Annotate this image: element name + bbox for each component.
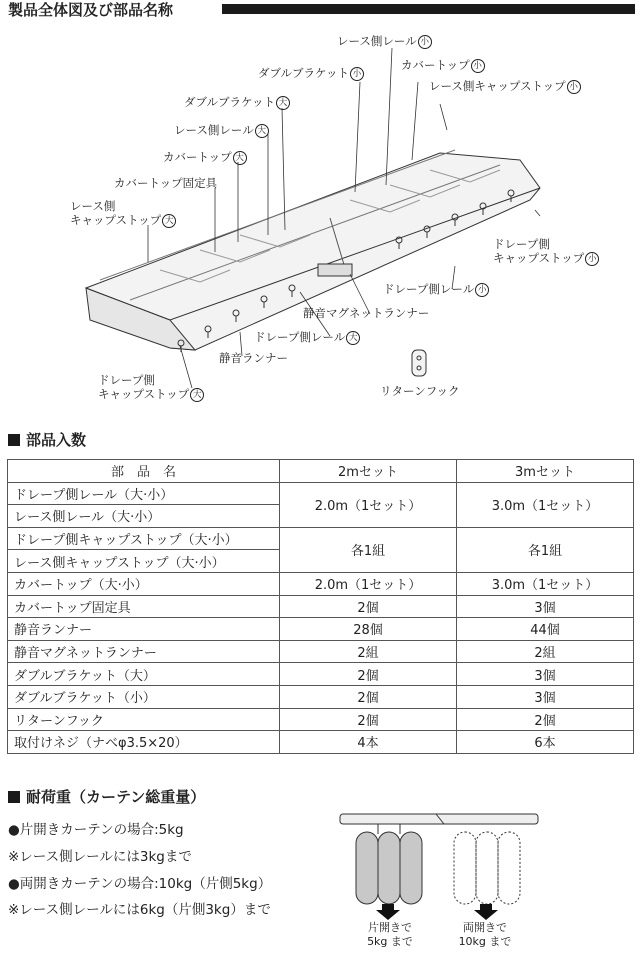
qty-2m: 2個 <box>280 708 457 731</box>
square-bullet-icon <box>8 791 20 803</box>
part-name: ドレープ側レール（大·小） <box>8 482 280 505</box>
down-arrow-icon <box>474 904 498 920</box>
parts-heading: 部品入数 <box>8 429 86 450</box>
callout-drape-capstop-large: キャップストップ 大 <box>98 386 204 402</box>
part-name: ドレープ側キャップストップ（大·小） <box>8 527 280 550</box>
callout-double-bracket-large: ダブルブラケット 大 <box>184 94 290 110</box>
qty-3m: 各1組 <box>457 527 634 572</box>
callout-drape-side-2: ドレープ側 <box>98 373 155 387</box>
load-line: ●両開きカーテンの場合:10kg（片側5kg） <box>8 876 272 892</box>
callout-drape-rail-large: ドレープ側レール 大 <box>254 329 360 345</box>
table-row <box>8 731 634 754</box>
callout-cover-top-fixture: カバートップ固定具 <box>114 176 218 190</box>
column-header: 3mセット <box>457 460 634 483</box>
column-header: 2mセット <box>280 460 457 483</box>
qty-2m: 各1組 <box>280 527 457 572</box>
qty-3m: 3.0m（1セット） <box>457 572 634 595</box>
part-name: カバートップ固定具 <box>8 595 280 618</box>
qty-3m: 3個 <box>457 685 634 708</box>
part-name: 静音ランナー <box>8 618 280 641</box>
qty-2m: 2.0m（1セット） <box>280 572 457 595</box>
load-diagram <box>336 812 542 922</box>
magnet-runner <box>318 264 352 276</box>
table-row <box>8 595 634 618</box>
qty-3m: 44個 <box>457 618 634 641</box>
callout-lace-capstop-large: キャップストップ 大 <box>70 212 176 228</box>
parts-table <box>7 459 634 754</box>
callout-silent-runner: 静音ランナー <box>219 351 288 365</box>
qty-3m: 3.0m（1セット） <box>457 482 634 527</box>
load-line: ※レース側レールには6kg（片側3kg）まで <box>8 902 271 918</box>
square-bullet-icon <box>8 434 20 446</box>
load-line: ※レース側レールには3kgまで <box>8 849 192 865</box>
qty-2m: 2個 <box>280 685 457 708</box>
table-row <box>8 527 634 550</box>
callout-lace-rail-small: レース側レール 小 <box>337 33 432 49</box>
callout-return-hook: リターンフック <box>380 384 460 398</box>
callout-drape-rail-small: ドレープ側レール 小 <box>383 281 489 297</box>
part-name: ダブルブラケット（大） <box>8 663 280 686</box>
double-open-curtains <box>454 832 520 904</box>
qty-2m: 28個 <box>280 618 457 641</box>
table-row <box>8 708 634 731</box>
qty-2m: 4本 <box>280 731 457 754</box>
part-name: リターンフック <box>8 708 280 731</box>
qty-2m: 2組 <box>280 640 457 663</box>
qty-3m: 3個 <box>457 595 634 618</box>
table-row <box>8 482 634 505</box>
load-heading: 耐荷重（カーテン総重量） <box>8 786 205 807</box>
table-header-row <box>8 460 634 483</box>
part-name: レース側キャップストップ（大·小） <box>8 550 280 573</box>
double-open-label: 両開きで 10kg まで <box>458 921 512 948</box>
callout-double-bracket-small: ダブルブラケット 小 <box>258 65 364 81</box>
callout-lace-rail-large: レース側レール 大 <box>174 122 269 138</box>
qty-3m: 2組 <box>457 640 634 663</box>
callout-cover-top-large: カバートップ 大 <box>163 149 247 165</box>
single-open-curtains <box>356 832 422 904</box>
single-open-label: 片開きで 5kg まで <box>367 921 413 948</box>
page-title: 製品全体図及び部品名称 <box>8 1 174 19</box>
callout-drape-side: ドレープ側 <box>493 237 550 251</box>
qty-2m: 2個 <box>280 663 457 686</box>
return-hook-figure <box>412 350 426 376</box>
callout-cover-top-small: カバートップ 小 <box>401 57 485 73</box>
load-line: ●片開きカーテンの場合:5kg <box>8 822 184 838</box>
table-row <box>8 685 634 708</box>
part-name: 静音マグネットランナー <box>8 640 280 663</box>
callout-lace-capstop-small: レース側キャップストップ 小 <box>429 78 581 94</box>
callout-drape-capstop-small: キャップストップ 小 <box>493 250 599 266</box>
table-row <box>8 618 634 641</box>
qty-3m: 2個 <box>457 708 634 731</box>
title-bar <box>222 4 635 14</box>
part-name: カバートップ（大·小） <box>8 572 280 595</box>
load-rail <box>340 814 538 824</box>
table-row <box>8 663 634 686</box>
table-row <box>8 640 634 663</box>
qty-3m: 6本 <box>457 731 634 754</box>
callout-lace-side: レース側 <box>70 199 116 213</box>
part-name: ダブルブラケット（小） <box>8 685 280 708</box>
qty-3m: 3個 <box>457 663 634 686</box>
qty-2m: 2個 <box>280 595 457 618</box>
table-row <box>8 572 634 595</box>
part-name: 取付けネジ（ナベφ3.5×20） <box>8 731 280 754</box>
down-arrow-icon <box>376 904 400 920</box>
callout-magnet-runner: 静音マグネットランナー <box>303 306 430 320</box>
part-name: レース側レール（大·小） <box>8 505 280 528</box>
column-header: 部 品 名 <box>8 460 280 483</box>
qty-2m: 2.0m（1セット） <box>280 482 457 527</box>
